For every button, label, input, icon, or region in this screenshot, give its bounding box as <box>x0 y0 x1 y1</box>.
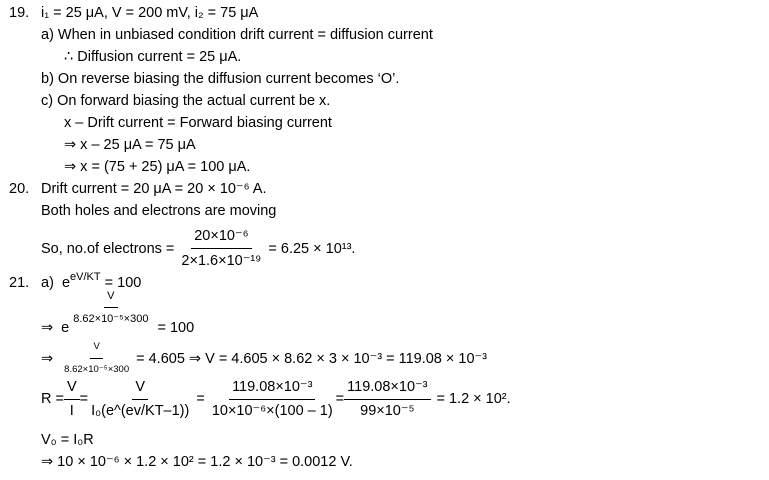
eq1-exponent: eV/KT <box>70 271 101 283</box>
problem-19-part-c-step1: x – Drift current = Forward biasing current <box>64 115 332 131</box>
problem-21-final: ⇒ 10 × 10⁻⁶ × 1.2 × 10² = 1.2 × 10⁻³ = 0.0012 V. <box>41 454 353 470</box>
problem-19-number: 19. <box>9 5 30 21</box>
problem-19-part-b: b) On reverse biasing the diffusion current becomes ‘O’. <box>41 71 400 87</box>
problem-21-number: 21. <box>9 275 30 291</box>
eq3-denominator: 8.62×10⁻⁵×300 <box>64 364 130 375</box>
r-fraction-1 <box>64 378 80 421</box>
eq1-rhs: = 100 <box>104 275 142 291</box>
eq3-rhs: = 4.605 ⇒ V = 4.605 × 8.62 × 3 × 10⁻³ = 119.08 × 10⁻³ <box>136 350 487 367</box>
problem-21-v0: V₀ = I₀R <box>41 432 94 448</box>
problem-20-line2: Both holes and electrons are moving <box>41 203 277 219</box>
r-f1-numerator: V <box>64 378 80 400</box>
eq3-arrow: ⇒ <box>41 350 54 367</box>
r-f4-denominator: 99×10⁻⁵ <box>360 403 415 419</box>
r-f4-numerator: 119.08×10⁻³ <box>344 378 430 400</box>
fraction-denominator: 2×1.6×10⁻¹⁹ <box>181 253 262 269</box>
r-f3-denominator: 10×10⁻⁶×(100 – 1) <box>211 403 333 419</box>
electrons-result: = 6.25 × 10¹³. <box>268 240 356 257</box>
r-f1-denominator: I <box>69 403 74 419</box>
problem-20-number: 20. <box>9 181 30 197</box>
part-a-label: a) <box>41 275 54 291</box>
eq3-numerator: V <box>90 338 102 359</box>
r-lhs: R = <box>41 391 64 407</box>
eq2-arrow: ⇒ <box>41 320 54 336</box>
r-f2-denominator: I₀(e^(ev/KT–1)) <box>91 403 190 419</box>
eq2-rhs: = 100 <box>157 320 195 336</box>
problem-19-part-c-step3: ⇒ x = (75 + 25) μA = 100 μA. <box>64 159 251 175</box>
r-result: = 1.2 × 10². <box>436 391 511 407</box>
r-fraction-2 <box>88 378 192 421</box>
eq3-fraction <box>61 338 132 379</box>
problem-20-electrons-equation <box>41 226 355 271</box>
fraction-numerator: 20×10⁻⁶ <box>191 226 251 249</box>
r-equals-2: = <box>196 391 205 407</box>
eq2-exponent-fraction <box>70 287 151 328</box>
eq2-exp-denominator: 8.62×10⁻⁵×300 <box>73 313 149 325</box>
problem-19-part-c-step2: ⇒ x – 25 μA = 75 μA <box>64 137 196 153</box>
r-f3-numerator: 119.08×10⁻³ <box>229 378 315 400</box>
problem-21-eq2 <box>41 290 195 337</box>
eq1-base: e <box>61 275 71 291</box>
r-f2-numerator: V <box>132 378 148 400</box>
eq2-base: e <box>61 320 70 336</box>
problem-19-part-c: c) On forward biasing the actual current be x. <box>41 93 331 109</box>
r-fraction-3 <box>209 378 336 421</box>
eq2-exp-numerator: V <box>104 287 117 308</box>
r-equals-1: = <box>79 391 89 407</box>
r-fraction-4 <box>344 378 430 421</box>
problem-20-line1: Drift current = 20 μA = 20 × 10⁻⁶ A. <box>41 181 267 197</box>
problem-19-part-a: a) When in unbiased condition drift current = diffusion current <box>41 27 433 43</box>
problem-19-given: i₁ = 25 μA, V = 200 mV, i₂ = 75 μA <box>41 5 259 21</box>
r-equals-3: = <box>335 391 345 407</box>
problem-19-part-a-result: ∴ Diffusion current = 25 μA. <box>64 49 242 65</box>
problem-21-resistance-equation <box>41 378 511 421</box>
problem-21-eq3 <box>41 338 487 379</box>
electrons-fraction <box>178 226 264 271</box>
so-label: So, no.of electrons = <box>41 240 175 257</box>
